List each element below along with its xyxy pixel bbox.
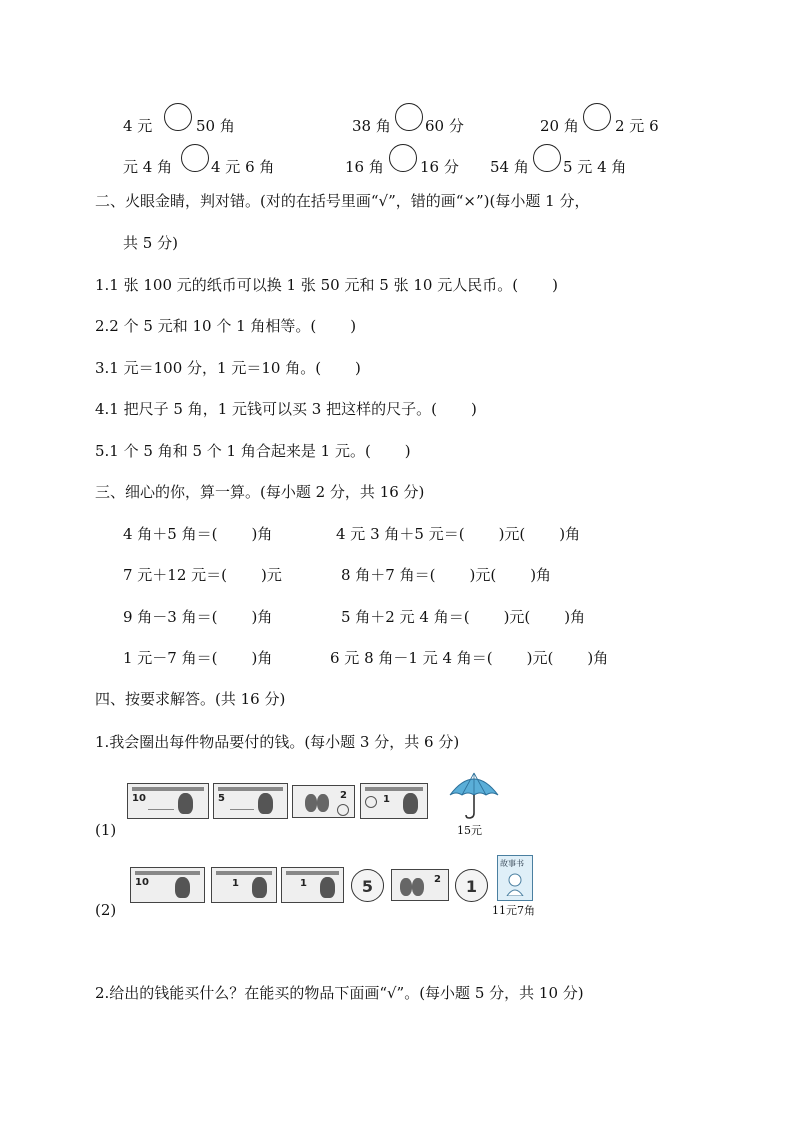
calc-1l-unit: )角: [251, 525, 273, 543]
calc-3r-unit-a: )元(: [503, 608, 531, 626]
compare-1a-right: 50 角: [196, 117, 235, 135]
storybook-icon: [497, 855, 533, 901]
banknote-10-value-2: 10: [135, 877, 149, 888]
compare-2c-left: 54 角: [490, 158, 529, 176]
judge-close-5: ): [404, 442, 411, 460]
judge-item-3: [95, 358, 361, 378]
banknote-1-value: 1: [383, 794, 390, 805]
calc-2r-unit-a: )元(: [469, 566, 497, 584]
coin-1-jiao[interactable]: [455, 869, 488, 902]
compare-circle-1a[interactable]: [164, 103, 192, 131]
judge-close-3: ): [355, 359, 361, 377]
calc-row-4-left: [123, 648, 272, 668]
storybook-figure-icon: [504, 872, 526, 896]
compare-1b-left: 38 角: [352, 117, 391, 135]
judge-item-2: [95, 316, 356, 336]
banknote-1-value-3: 1: [300, 878, 307, 889]
compare-2b-left: 16 角: [345, 158, 384, 176]
calc-3r-unit-b: )角: [564, 608, 586, 626]
calc-2r-unit-b: )角: [530, 566, 552, 584]
judge-close-4: ): [470, 400, 477, 418]
calc-4l-unit: )角: [251, 649, 273, 667]
judge-item-4: [95, 399, 477, 419]
calc-1r-unit-b: )角: [559, 525, 581, 543]
calc-3l-unit: )角: [251, 608, 273, 626]
judge-item-1-text: 1.1 张 100 元的纸币可以换 1 张 50 元和 5 张 10 元人民币。(: [95, 276, 519, 294]
calc-4r-unit-a: )元(: [526, 649, 554, 667]
banknote-10-value: 10: [132, 793, 146, 804]
section-4-q2: 2.给出的钱能买什么？在能买的物品下面画“√”。(每小题 5 分，共 10 分): [95, 984, 584, 1002]
sub2-label: (2): [95, 901, 117, 919]
compare-circle-2a[interactable]: [181, 144, 209, 172]
section-4-q1: 1.我会圈出每件物品要付的钱。(每小题 3 分，共 6 分): [95, 733, 460, 751]
calc-4r-unit-b: )角: [587, 649, 609, 667]
judge-item-5: [95, 441, 411, 461]
compare-2a-left: 元 4 角: [123, 158, 173, 176]
storybook-title: 故事书: [500, 859, 524, 868]
calc-1r-unit-a: )元(: [498, 525, 526, 543]
coin-5-jiao[interactable]: [351, 869, 384, 902]
sub1-label: (1): [95, 821, 117, 839]
compare-1c-right: 2 元 6: [615, 117, 659, 135]
coin-1-value: 1: [465, 877, 478, 896]
calc-4l-text: 1 元－7 角＝(: [123, 649, 218, 667]
calc-2r-text: 8 角＋7 角＝(: [341, 566, 436, 584]
banknote-5-yuan[interactable]: [213, 783, 288, 819]
coin-5-value: 5: [361, 877, 374, 896]
calc-row-3-left: [123, 607, 272, 627]
calc-1r-text: 4 元 3 角＋5 元＝(: [336, 525, 465, 543]
compare-circle-1b[interactable]: [395, 103, 423, 131]
section-4-title: 四、按要求解答。(共 16 分): [95, 690, 286, 708]
calc-row-3-right: [341, 607, 585, 627]
section-3-title: 三、细心的你，算一算。(每小题 2 分，共 16 分): [95, 483, 425, 501]
calc-row-1-right: [336, 524, 580, 544]
judge-close-1: ): [552, 276, 558, 294]
banknote-1-yuan[interactable]: [360, 783, 428, 819]
compare-circle-2b[interactable]: [389, 144, 417, 172]
judge-close-2: ): [350, 317, 357, 335]
banknote-5-value: 5: [218, 793, 225, 804]
calc-row-2-left: [123, 565, 282, 585]
calc-3l-text: 9 角－3 角＝(: [123, 608, 218, 626]
banknote-2-value: 2: [340, 790, 347, 801]
compare-1c-left: 20 角: [540, 117, 579, 135]
banknote-2-jiao-value: 2: [434, 874, 441, 885]
calc-4r-text: 6 元 8 角－1 元 4 角＝(: [330, 649, 493, 667]
calc-row-2-right: [341, 565, 551, 585]
banknote-2-jiao[interactable]: [391, 869, 449, 901]
compare-2c-right: 5 元 4 角: [563, 158, 627, 176]
section-2-title: 二、火眼金睛，判对错。(对的在括号里画“√”，错的画“×”)(每小题 1 分，: [95, 192, 590, 210]
compare-1b-right: 60 分: [425, 117, 464, 135]
banknote-1-yuan-3[interactable]: [281, 867, 344, 903]
judge-item-4-text: 4.1 把尺子 5 角，1 元钱可以买 3 把这样的尺子。(: [95, 400, 437, 418]
banknote-10-yuan[interactable]: [127, 783, 209, 819]
judge-item-3-text: 3.1 元＝100 分，1 元＝10 角。(: [95, 359, 322, 377]
compare-1a-left: 4 元: [123, 117, 153, 135]
compare-circle-2c[interactable]: [533, 144, 561, 172]
umbrella-price: 15元: [457, 824, 482, 837]
calc-1l-text: 4 角＋5 角＝(: [123, 525, 218, 543]
calc-3r-text: 5 角＋2 元 4 角＝(: [341, 608, 470, 626]
banknote-2-yuan[interactable]: [292, 785, 355, 818]
calc-2l-unit: )元: [261, 566, 282, 584]
compare-2a-right: 4 元 6 角: [211, 158, 275, 176]
calc-row-1-left: [123, 524, 272, 544]
judge-item-2-text: 2.2 个 5 元和 10 个 1 角相等。(: [95, 317, 317, 335]
section-2-title-cont: 共 5 分): [123, 234, 178, 252]
compare-2b-right: 16 分: [420, 158, 459, 176]
calc-2l-text: 7 元＋12 元＝(: [123, 566, 228, 584]
banknote-1-value-2: 1: [232, 878, 239, 889]
calc-row-4-right: [330, 648, 608, 668]
banknote-1-yuan-2[interactable]: [211, 867, 277, 903]
judge-item-1: [95, 275, 558, 295]
judge-item-5-text: 5.1 个 5 角和 5 个 1 角合起来是 1 元。(: [95, 442, 371, 460]
storybook-price: 11元7角: [492, 904, 535, 917]
umbrella-icon: [447, 769, 501, 821]
banknote-10-yuan-2[interactable]: [130, 867, 205, 903]
compare-circle-1c[interactable]: [583, 103, 611, 131]
